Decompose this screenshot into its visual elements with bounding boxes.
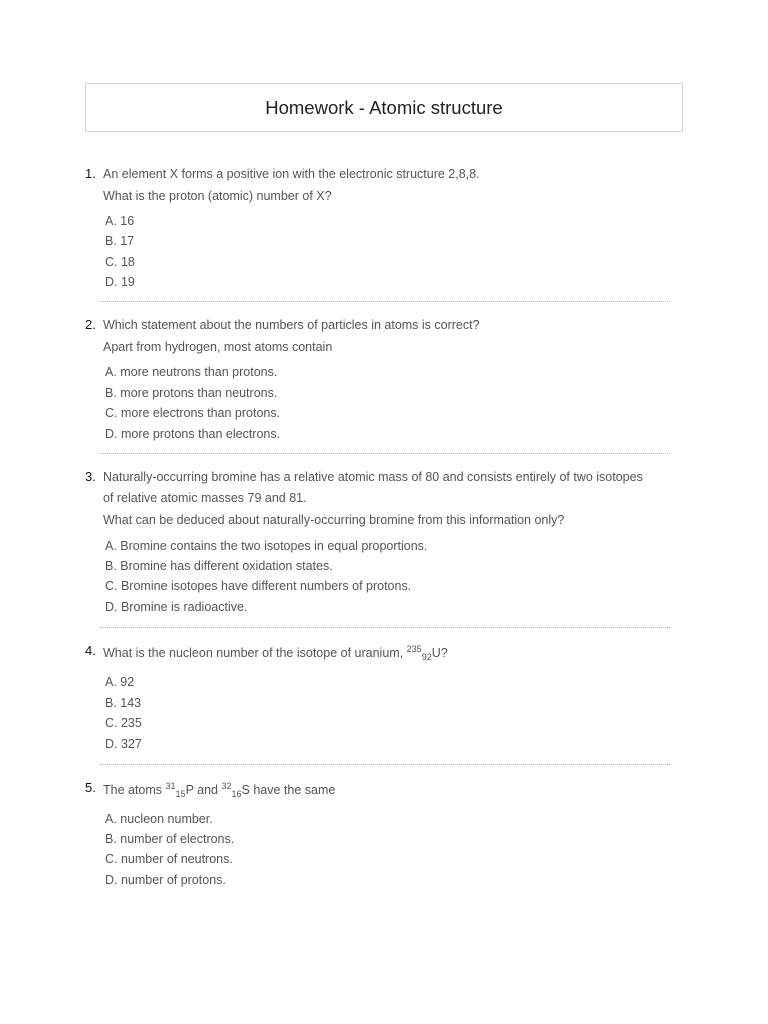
- question-text-post: S have the same: [241, 783, 336, 797]
- option-d[interactable]: D. 327: [105, 737, 142, 751]
- question-text-pre: What is the nucleon number of the isotope of uranium,: [103, 646, 407, 660]
- page-title: Homework - Atomic structure: [265, 96, 503, 118]
- title-box: [85, 83, 683, 132]
- option-b[interactable]: B. 143: [105, 696, 142, 710]
- option-d[interactable]: D. more protons than electrons.: [105, 427, 281, 441]
- option-a[interactable]: A. 16: [105, 214, 135, 228]
- question-text-mid: P and: [185, 783, 222, 797]
- question-text-line: What can be deduced about naturally-occurring bromine from this information only?: [103, 513, 565, 527]
- mass-number: 32: [221, 781, 232, 791]
- option-c[interactable]: C. 235: [105, 716, 142, 730]
- option-a[interactable]: A. Bromine contains the two isotopes in equal proportions.: [105, 539, 428, 553]
- divider: [100, 627, 670, 628]
- option-c[interactable]: C. more electrons than protons.: [105, 406, 281, 420]
- option-b[interactable]: B. Bromine has different oxidation states.: [105, 559, 333, 573]
- question-text-line: Naturally-occurring bromine has a relative atomic mass of 80 and consists entirely of two isotopes: [103, 470, 643, 484]
- mass-number: 31: [165, 781, 176, 791]
- atomic-number: 15: [175, 789, 186, 799]
- option-b[interactable]: B. 17: [105, 234, 135, 248]
- divider: [100, 453, 670, 454]
- question-number: 4.: [85, 643, 96, 658]
- question-text-line: Apart from hydrogen, most atoms contain: [103, 340, 333, 354]
- question-number: 1.: [85, 166, 96, 181]
- divider: [100, 301, 670, 302]
- question-number: 5.: [85, 780, 96, 795]
- atomic-number: 16: [231, 789, 242, 799]
- question-text-pre: The atoms: [103, 783, 166, 797]
- option-a[interactable]: A. 92: [105, 675, 135, 689]
- option-c[interactable]: C. 18: [105, 255, 135, 269]
- question-text-line: [103, 783, 335, 797]
- option-d[interactable]: D. number of protons.: [105, 873, 226, 887]
- option-b[interactable]: B. number of electrons.: [105, 832, 235, 846]
- question-text-line: Which statement about the numbers of particles in atoms is correct?: [103, 318, 480, 332]
- option-d[interactable]: D. 19: [105, 275, 135, 289]
- option-c[interactable]: C. Bromine isotopes have different numbers of protons.: [105, 579, 412, 593]
- question-number: 2.: [85, 317, 96, 332]
- question-number: 3.: [85, 469, 96, 484]
- question-text-line: What is the proton (atomic) number of X?: [103, 189, 332, 203]
- option-d[interactable]: D. Bromine is radioactive.: [105, 600, 248, 614]
- option-a[interactable]: A. nucleon number.: [105, 812, 213, 826]
- question-text-line: An element X forms a positive ion with the electronic structure 2,8,8.: [103, 167, 480, 181]
- question-text-post: U?: [431, 646, 448, 660]
- question-text-line: of relative atomic masses 79 and 81.: [103, 491, 307, 505]
- option-b[interactable]: B. more protons than neutrons.: [105, 386, 278, 400]
- mass-number: 235: [406, 644, 422, 654]
- divider: [100, 764, 670, 765]
- option-a[interactable]: A. more neutrons than protons.: [105, 365, 278, 379]
- question-text-line: [103, 646, 448, 660]
- atomic-number: 92: [421, 652, 432, 662]
- option-c[interactable]: C. number of neutrons.: [105, 852, 233, 866]
